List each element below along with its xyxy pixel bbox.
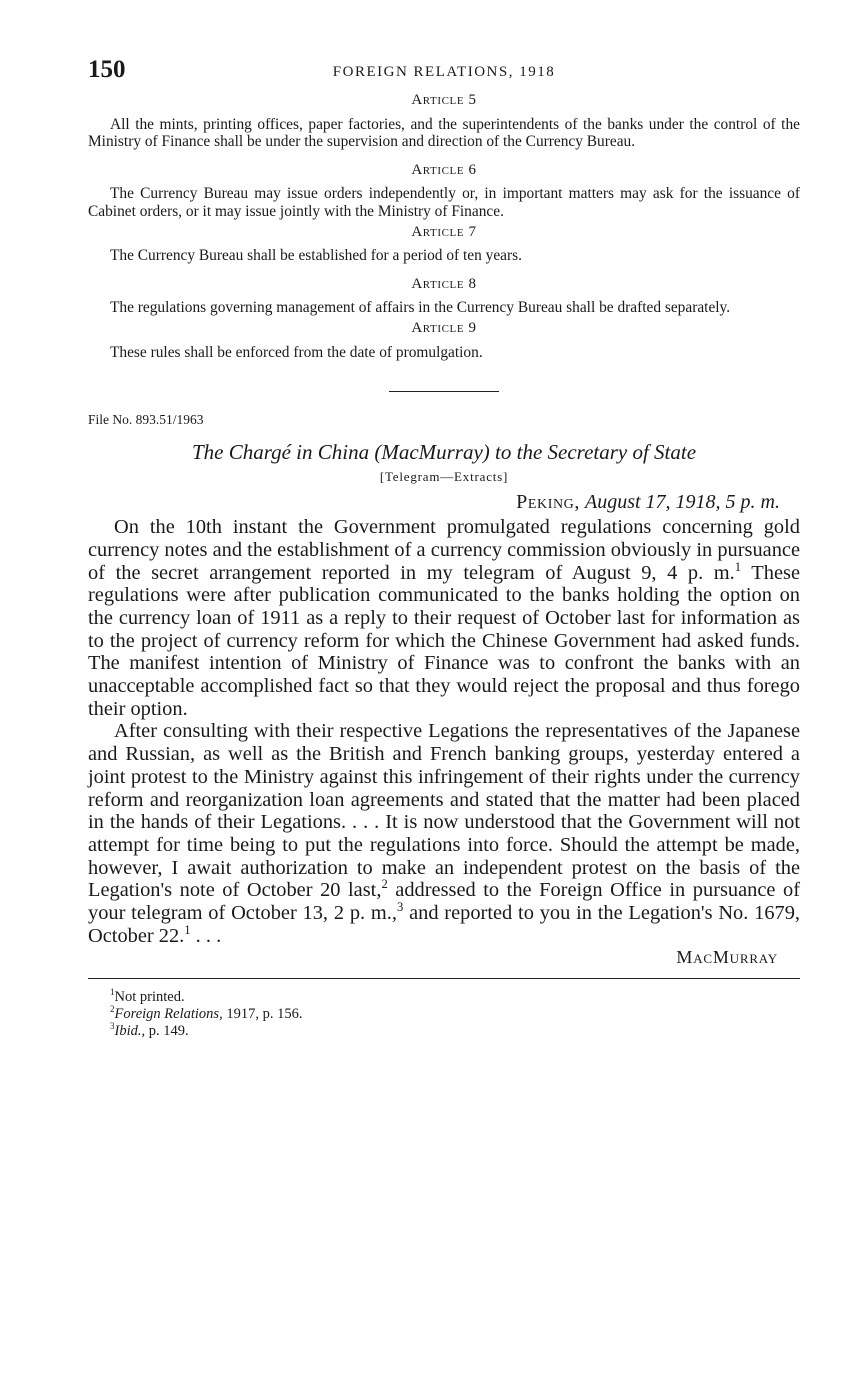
footnote-ref: 3 <box>396 900 404 915</box>
file-number: File No. 893.51/1963 <box>88 412 204 428</box>
footnote <box>110 1006 800 1023</box>
paragraph-text: . . . <box>190 924 222 947</box>
footnote-mark: 3 <box>110 1021 115 1032</box>
footnote-source: Ibid., <box>114 1023 146 1040</box>
section-divider <box>389 391 499 392</box>
article-heading: Article 5 <box>411 92 477 108</box>
article-text: The Currency Bureau may issue orders independently or, in important matters may ask for the issuance of Cabinet orders, or it may issue jointly with the Ministry of Finance. <box>88 185 800 220</box>
footnote-text: p. 149. <box>145 1023 189 1040</box>
running-title: FOREIGN RELATIONS, 1918 <box>332 64 556 80</box>
body-paragraph <box>88 516 800 720</box>
article-text: All the mints, printing offices, paper factories, and the superintendents of the banks under the control of the Ministry of Finance shall be under the supervision and direction of the Currency Bureau. <box>88 115 800 151</box>
paragraph-text: These regulations were after publication communicated to the banks holding the option on the currency loan of 1911 as a reply to their request of October last for information as to the project of currency reform for which the Chinese Government had asked funds. The manifest intention of Ministry of Finance was to confront the banks with an unacceptable accomplished fact so that they would reject the proposal and thus forego their option. <box>88 561 800 720</box>
article-heading: Article 8 <box>411 275 477 292</box>
paragraph-text: On the 10th instant the Government promulgated regulations concerning gold currency notes and the establishment of a currency commission obviously in pursuance of the secret arrangement reported in my telegram of August 9, 4 p. m. <box>88 516 800 584</box>
footnote <box>110 1023 800 1040</box>
running-header <box>88 56 800 90</box>
article-heading: Article 9 <box>411 319 477 336</box>
dateline <box>88 491 800 514</box>
paragraph-text: After consulting with their respective Legations the representatives of the Japanese and Russian, as well as the British and French banking groups, yesterday entered a joint protest to the Ministry against this infringement of their rights under the currency reform and reorganization loan agreements and stated that the matter had been placed in the hands of their Legations. . . . It is now understood that the Government will not attempt for time being to put the regulations into force. Should the attempt be made, however, I await authorization to make an independent protest on the basis of the Legation's note of October 20 last, <box>88 720 800 902</box>
paragraph-text: and reported to you in the Legation's No. 1679, October 22. <box>88 902 801 947</box>
telegram-body <box>88 516 800 947</box>
footnotes <box>88 989 800 1040</box>
footnote-divider <box>88 978 800 979</box>
articles-section <box>88 92 800 361</box>
footnote-text: 1917, p. 156. <box>222 1006 303 1023</box>
footnote-ref: 2 <box>381 877 388 892</box>
footnote <box>110 989 800 1006</box>
footnote-mark: 1 <box>110 987 115 998</box>
document-title: The Chargé in China (MacMurray) to the Secretary of State <box>191 440 697 465</box>
footnote-ref: 1 <box>734 559 742 574</box>
footnote-mark: 2 <box>110 1004 115 1015</box>
article-text: The regulations governing management of affairs in the Currency Bureau shall be drafted separately. <box>110 299 731 317</box>
dateline-place: Peking, <box>516 491 580 514</box>
footnote-ref: 1 <box>184 922 191 937</box>
article-text: The Currency Bureau shall be established for a period of ten years. <box>110 247 522 265</box>
dateline-date: August 17, 1918, 5 p. m. <box>585 491 780 514</box>
page-number: 150 <box>88 56 126 83</box>
article-heading: Article 7 <box>411 223 477 240</box>
article-text: These rules shall be enforced from the date of promulgation. <box>110 343 483 361</box>
document-page <box>88 56 800 1040</box>
article-heading: Article 6 <box>411 161 477 178</box>
document-subtitle: [Telegram—Extracts] <box>379 469 509 485</box>
body-paragraph <box>88 720 800 947</box>
paragraph-text: addressed to the Foreign Office in pursuance of your telegram of October 13, 2 p. m., <box>88 879 801 925</box>
signature: MacMurray <box>676 947 778 968</box>
footnote-source: Foreign Relations, <box>114 1006 223 1023</box>
footnote-text: Not printed. <box>114 989 185 1006</box>
